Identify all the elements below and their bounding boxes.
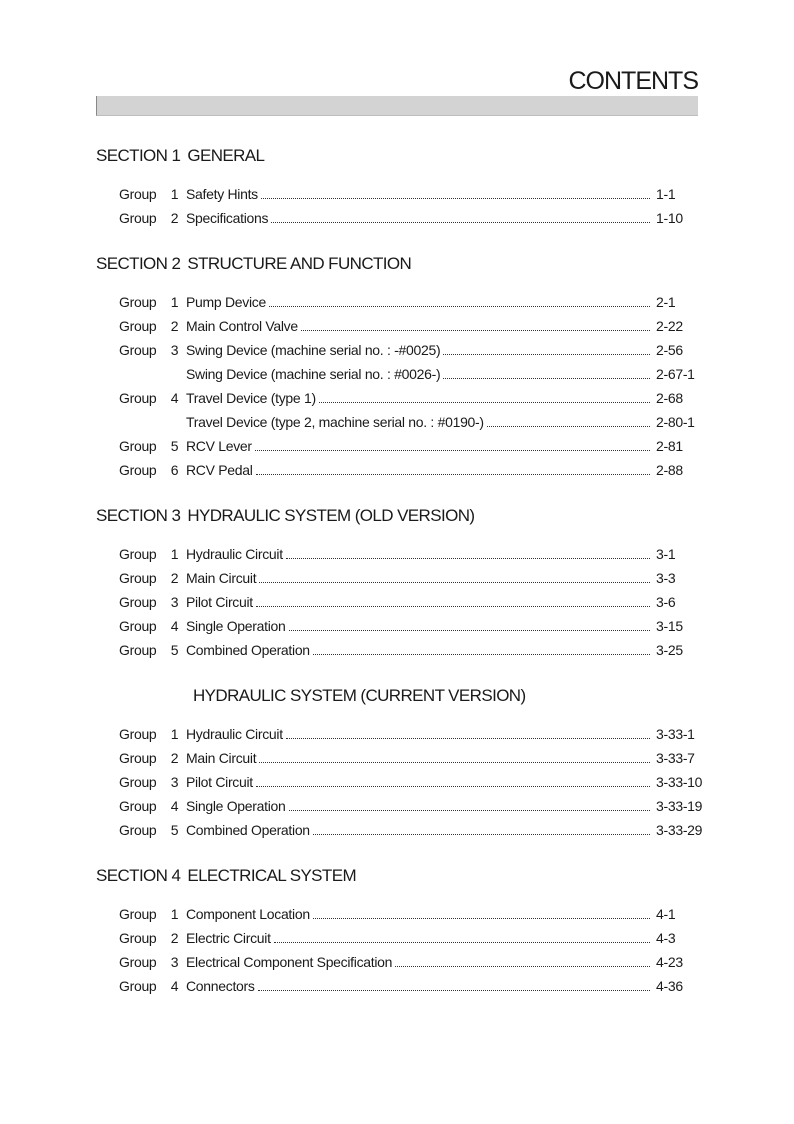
group-label: Group (119, 390, 157, 406)
toc-row[interactable] (119, 340, 708, 360)
toc-row[interactable] (119, 772, 708, 792)
toc-row[interactable] (119, 184, 708, 204)
page-number: 3-1 (656, 546, 676, 562)
section-title: HYDRAULIC SYSTEM (CURRENT VERSION) (193, 686, 526, 705)
dot-leader (301, 329, 650, 331)
section-number: SECTION 2 (96, 254, 181, 273)
toc-entry-title: Combined Operation (186, 822, 310, 838)
group-label: Group (119, 438, 157, 454)
page-number: 3-33-19 (656, 798, 703, 814)
toc-row[interactable] (119, 820, 708, 840)
toc-entry-title: Travel Device (type 1) (186, 390, 316, 406)
section-number: SECTION 1 (96, 146, 181, 165)
dot-leader (256, 785, 650, 787)
group-number: 3 (170, 594, 179, 610)
group-number: 5 (170, 642, 179, 658)
toc-row[interactable] (119, 724, 708, 744)
group-number: 1 (170, 546, 179, 562)
toc-entry-title: Pilot Circuit (186, 774, 253, 790)
page-number: 2-67-1 (656, 366, 695, 382)
toc-entry-title: Single Operation (186, 798, 286, 814)
toc-entry-title: Specifications (186, 210, 269, 226)
group-label: Group (119, 342, 157, 358)
dot-leader (256, 605, 650, 607)
group-number: 2 (170, 210, 179, 226)
toc-entry-title: RCV Lever (186, 438, 252, 454)
toc-row[interactable] (119, 904, 708, 924)
page-number: 4-36 (656, 978, 683, 994)
dot-leader (286, 737, 650, 739)
group-label: Group (119, 546, 157, 562)
section-heading (96, 865, 356, 887)
toc-row[interactable] (119, 568, 708, 588)
group-number: 4 (170, 390, 179, 406)
group-number: 4 (170, 978, 179, 994)
group-label: Group (119, 906, 157, 922)
toc-entry-title: Swing Device (machine serial no. : #0026-) (186, 366, 441, 382)
page-number: 3-33-7 (656, 750, 695, 766)
toc-entry-title: Pump Device (186, 294, 266, 310)
toc-row[interactable] (119, 592, 708, 612)
group-number: 1 (170, 294, 179, 310)
section-number: SECTION 3 (96, 506, 181, 525)
toc-row[interactable] (119, 952, 708, 972)
group-label: Group (119, 798, 157, 814)
page-number: 3-33-10 (656, 774, 703, 790)
toc-row[interactable] (119, 544, 708, 564)
group-number: 6 (170, 462, 179, 478)
page-number: 3-15 (656, 618, 683, 634)
toc-entry-title: Electric Circuit (186, 930, 271, 946)
group-number: 2 (170, 750, 179, 766)
toc-row[interactable] (119, 412, 708, 432)
page-number: 3-3 (656, 570, 676, 586)
toc-row[interactable] (119, 292, 708, 312)
page-number: 2-56 (656, 342, 683, 358)
toc-entry-title: Single Operation (186, 618, 286, 634)
group-number: 2 (170, 930, 179, 946)
page-number: 2-22 (656, 318, 683, 334)
dot-leader (289, 809, 651, 811)
toc-entry-title: Electrical Component Specification (186, 954, 393, 970)
section-heading (96, 145, 264, 167)
section-title: STRUCTURE AND FUNCTION (187, 254, 412, 273)
page-number: 2-80-1 (656, 414, 695, 430)
toc-entry-title: Main Circuit (186, 570, 257, 586)
dot-leader (269, 305, 650, 307)
section-heading (96, 505, 474, 527)
toc-row[interactable] (119, 436, 708, 456)
section-title: GENERAL (187, 146, 265, 165)
group-number: 2 (170, 570, 179, 586)
page-number: 4-3 (656, 930, 676, 946)
group-label: Group (119, 726, 157, 742)
group-number: 3 (170, 774, 179, 790)
toc-row[interactable] (119, 796, 708, 816)
group-number: 1 (170, 726, 179, 742)
section-heading (193, 685, 526, 707)
toc-row[interactable] (119, 640, 708, 660)
page-number: 4-23 (656, 954, 683, 970)
toc-entry-title: Connectors (186, 978, 255, 994)
page-title: CONTENTS (568, 67, 698, 95)
page-number: 3-33-1 (656, 726, 695, 742)
group-label: Group (119, 642, 157, 658)
group-number: 4 (170, 798, 179, 814)
dot-leader (286, 557, 650, 559)
toc-row[interactable] (119, 616, 708, 636)
dot-leader (256, 473, 650, 475)
group-label: Group (119, 954, 157, 970)
group-number: 5 (170, 822, 179, 838)
page-number: 3-25 (656, 642, 683, 658)
toc-row[interactable] (119, 388, 708, 408)
group-number: 1 (170, 186, 179, 202)
dot-leader (255, 449, 650, 451)
toc-row[interactable] (119, 364, 708, 384)
title-bar (96, 96, 698, 116)
page-number: 3-33-29 (656, 822, 703, 838)
dot-leader (313, 653, 650, 655)
toc-entry-title: Hydraulic Circuit (186, 726, 283, 742)
toc-entry-title: Swing Device (machine serial no. : -#0025) (186, 342, 441, 358)
dot-leader (258, 989, 650, 991)
group-number: 2 (170, 318, 179, 334)
page-number: 2-88 (656, 462, 683, 478)
toc-entry-title: RCV Pedal (186, 462, 253, 478)
group-label: Group (119, 570, 157, 586)
toc-entry-title: Pilot Circuit (186, 594, 253, 610)
group-number: 4 (170, 618, 179, 634)
group-label: Group (119, 186, 157, 202)
group-number: 3 (170, 342, 179, 358)
section-number: SECTION 4 (96, 866, 181, 885)
page-number: 4-1 (656, 906, 676, 922)
group-label: Group (119, 774, 157, 790)
page-number: 2-1 (656, 294, 676, 310)
page-number: 1-10 (656, 210, 683, 226)
dot-leader (319, 401, 650, 403)
toc-entry-title: Hydraulic Circuit (186, 546, 283, 562)
group-number: 1 (170, 906, 179, 922)
group-number: 5 (170, 438, 179, 454)
page-number: 2-81 (656, 438, 683, 454)
dot-leader (289, 629, 651, 631)
group-label: Group (119, 978, 157, 994)
dot-leader (443, 377, 650, 379)
group-label: Group (119, 318, 157, 334)
toc-row[interactable] (119, 976, 708, 996)
group-label: Group (119, 294, 157, 310)
toc-row[interactable] (119, 316, 708, 336)
group-label: Group (119, 822, 157, 838)
section-title: HYDRAULIC SYSTEM (OLD VERSION) (187, 506, 475, 525)
group-label: Group (119, 210, 157, 226)
toc-entry-title: Main Control Valve (186, 318, 298, 334)
dot-leader (261, 197, 650, 199)
dot-leader (443, 353, 650, 355)
page-number: 2-68 (656, 390, 683, 406)
toc-entry-title: Safety Hints (186, 186, 258, 202)
toc-entry-title: Component Location (186, 906, 310, 922)
dot-leader (259, 581, 650, 583)
group-label: Group (119, 462, 157, 478)
dot-leader (259, 761, 650, 763)
page-number: 3-6 (656, 594, 676, 610)
group-label: Group (119, 618, 157, 634)
toc-entry-title: Travel Device (type 2, machine serial no. : #0190-) (186, 414, 484, 430)
section-heading (96, 253, 411, 275)
dot-leader (395, 965, 650, 967)
dot-leader (271, 221, 650, 223)
section-title: ELECTRICAL SYSTEM (187, 866, 357, 885)
dot-leader (313, 833, 650, 835)
toc-row[interactable] (119, 208, 708, 228)
group-label: Group (119, 930, 157, 946)
toc-row[interactable] (119, 748, 708, 768)
toc-entry-title: Main Circuit (186, 750, 257, 766)
toc-row[interactable] (119, 928, 708, 948)
dot-leader (487, 425, 650, 427)
group-number: 3 (170, 954, 179, 970)
toc-entry-title: Combined Operation (186, 642, 310, 658)
toc-row[interactable] (119, 460, 708, 480)
group-label: Group (119, 750, 157, 766)
group-label: Group (119, 594, 157, 610)
dot-leader (313, 917, 650, 919)
page-number: 1-1 (656, 186, 676, 202)
dot-leader (274, 941, 650, 943)
